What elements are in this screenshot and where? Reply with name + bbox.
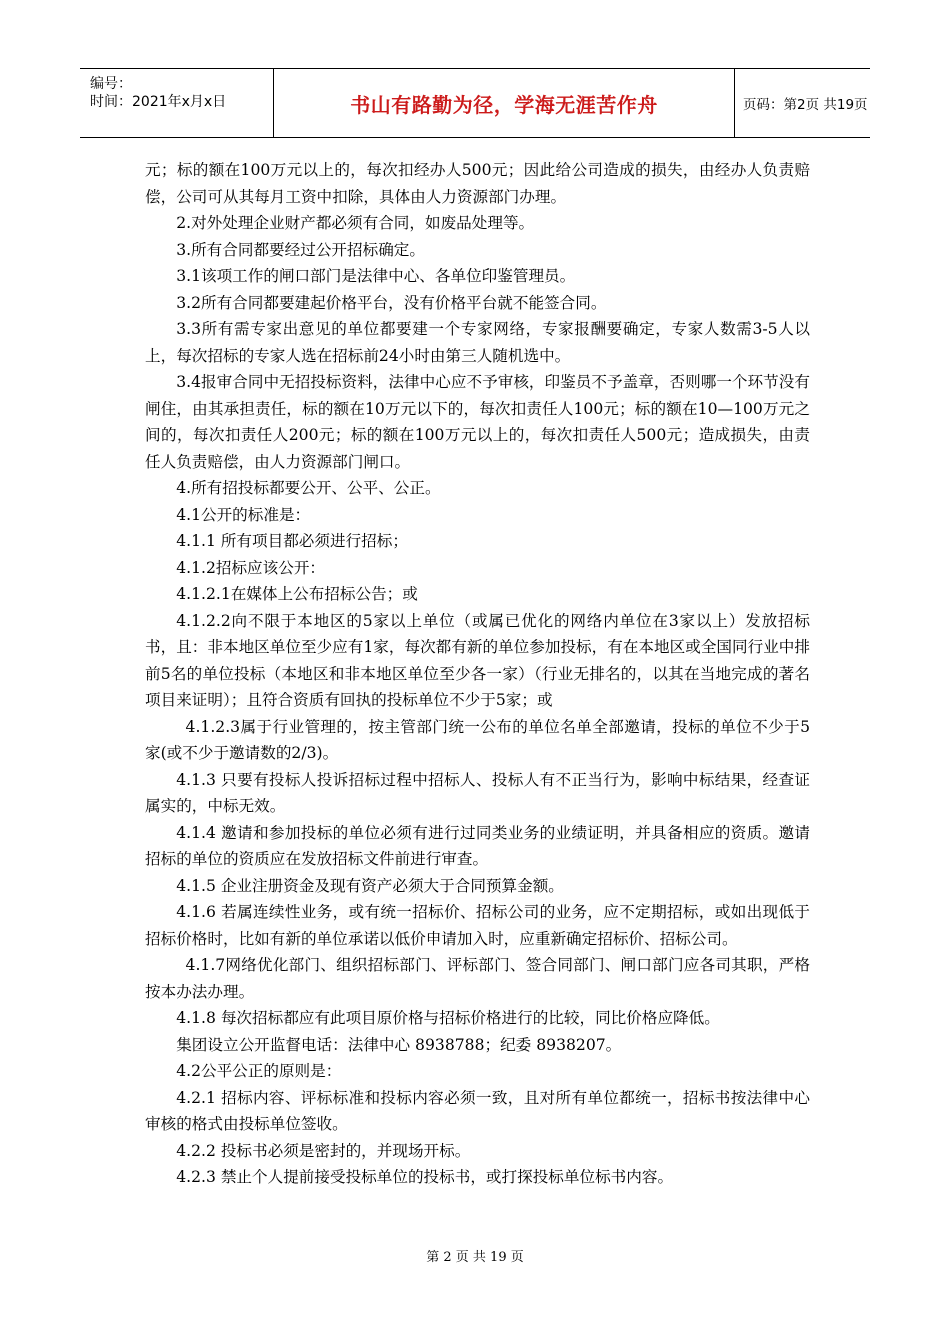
paragraph: 3.2所有合同都要建起价格平台，没有价格平台就不能签合同。 (176, 293, 607, 312)
paragraph: 3.3所有需专家出意见的单位都要建一个专家网络，专家报酬要确定，专家人数需3-5人以上，每次招标的专家人选在招标前24小时由第三人随机选中。 (145, 320, 810, 365)
paragraph: 4.2.1 招标内容、评标标准和投标内容必须一致，且对所有单位都统一，招标书按法律中心审核的格式由投标单位签收。 (145, 1088, 810, 1133)
paragraph: 4.1.4 邀请和参加投标的单位必须有进行过同类业务的业绩证明，并具备相应的资质。邀请招标的单位的资质应在发放招标文件前进行审查。 (145, 823, 810, 868)
paragraph: 4.1.6 若属连续性业务，或有统一招标价、招标公司的业务，应不定期招标，或如出现低于招标价格时，比如有新的单位承诺以低价申请加入时，应重新确定招标价、招标公司。 (145, 903, 810, 948)
paragraph: 2.对外处理企业财产都必须有合同，如废品处理等。 (176, 214, 535, 232)
header-motto-cell (274, 69, 735, 137)
doc-number-label: 编号： (90, 76, 132, 92)
paragraph: 3.4报审合同中无招投标资料，法律中心应不予审核，印鉴员不予盖章，否则哪一个环节没有闸住，由其承担责任，标的额在10万元以下的，每次扣责任人100元；标的额在10—100万元之间的，每次扣责任人200元；标的额在100万元以上的，每次扣责任人500元；造成损失，由责任人负责赔偿，由人力资源部门闸口。 (145, 373, 810, 471)
header-meta (80, 69, 274, 137)
paragraph: 4.1.1 所有项目都必须进行招标； (176, 532, 408, 550)
paragraph: 4.1公开的标准是： (176, 505, 311, 524)
paragraph: 4.2.3 禁止个人提前接受投标单位的投标书，或打探投标单位标书内容。 (176, 1168, 674, 1186)
paragraph: 集团设立公开监督电话：法律中心 8938788；纪委 8938207。 (176, 1035, 622, 1054)
paragraph: 4.1.2.3属于行业管理的，按主管部门统一公布的单位名单全部邀请，投标的单位不少于5家(或不少于邀请数的2/3)。 (145, 717, 810, 762)
header-motto: 书山有路勤为径，学海无涯苦作舟 (350, 92, 658, 117)
header-page-info: 页码：第2页 共19页 (743, 97, 868, 113)
paragraph: 4.1.5 企业注册资金及现有资产必须大于合同预算金额。 (176, 876, 564, 895)
paragraph: 4.1.2.2向不限于本地区的5家以上单位（或属已优化的网络内单位在3家以上）发放招标书，且：非本地区单位至少应有1家，每次都有新的单位参加投标，有在本地区或全国同行业中排前5名的单位投标（本地区和非本地区单位至少各一家）（行业无排名的，以其在当地完成的著名项目来证明）；且符合资质有回执的投标单位不少于5家；或 (145, 611, 810, 709)
doc-time-label: 时间：2021年x月x日 (90, 94, 227, 110)
page-header (80, 68, 870, 138)
paragraph: 4.1.3 只要有投标人投诉招标过程中招标人、投标人有不正当行为，影响中标结果，经查证属实的，中标无效。 (145, 770, 810, 815)
paragraph: 4.1.8 每次招标都应有此项目原价格与招标价格进行的比较，同比价格应降低。 (176, 1009, 720, 1027)
paragraph: 4.2.2 投标书必须是密封的，并现场开标。 (176, 1141, 471, 1160)
page-footer: 第 2 页 共 19 页 (426, 1250, 524, 1265)
paragraph: 4.所有招投标都要公开、公平、公正。 (176, 479, 441, 497)
paragraph: 3.1该项工作的闸口部门是法律中心、各单位印鉴管理员。 (176, 267, 576, 285)
paragraph: 4.1.2.1在媒体上公布招标公告；或 (176, 585, 418, 603)
paragraph: 4.2公平公正的原则是： (176, 1062, 342, 1080)
paragraph: 3.所有合同都要经过公开招标确定。 (176, 240, 425, 259)
document-body (145, 157, 810, 1191)
paragraph: 4.1.7网络优化部门、组织招标部门、评标部门、签合同部门、闸口部门应各司其职，严格按本办法办理。 (145, 956, 810, 1001)
paragraph: 4.1.2招标应该公开： (176, 558, 326, 577)
paragraph: 元；标的额在100万元以上的，每次扣经办人500元；因此给公司造成的损失，由经办人负责赔偿，公司可从其每月工资中扣除，具体由人力资源部门办理。 (145, 161, 810, 206)
